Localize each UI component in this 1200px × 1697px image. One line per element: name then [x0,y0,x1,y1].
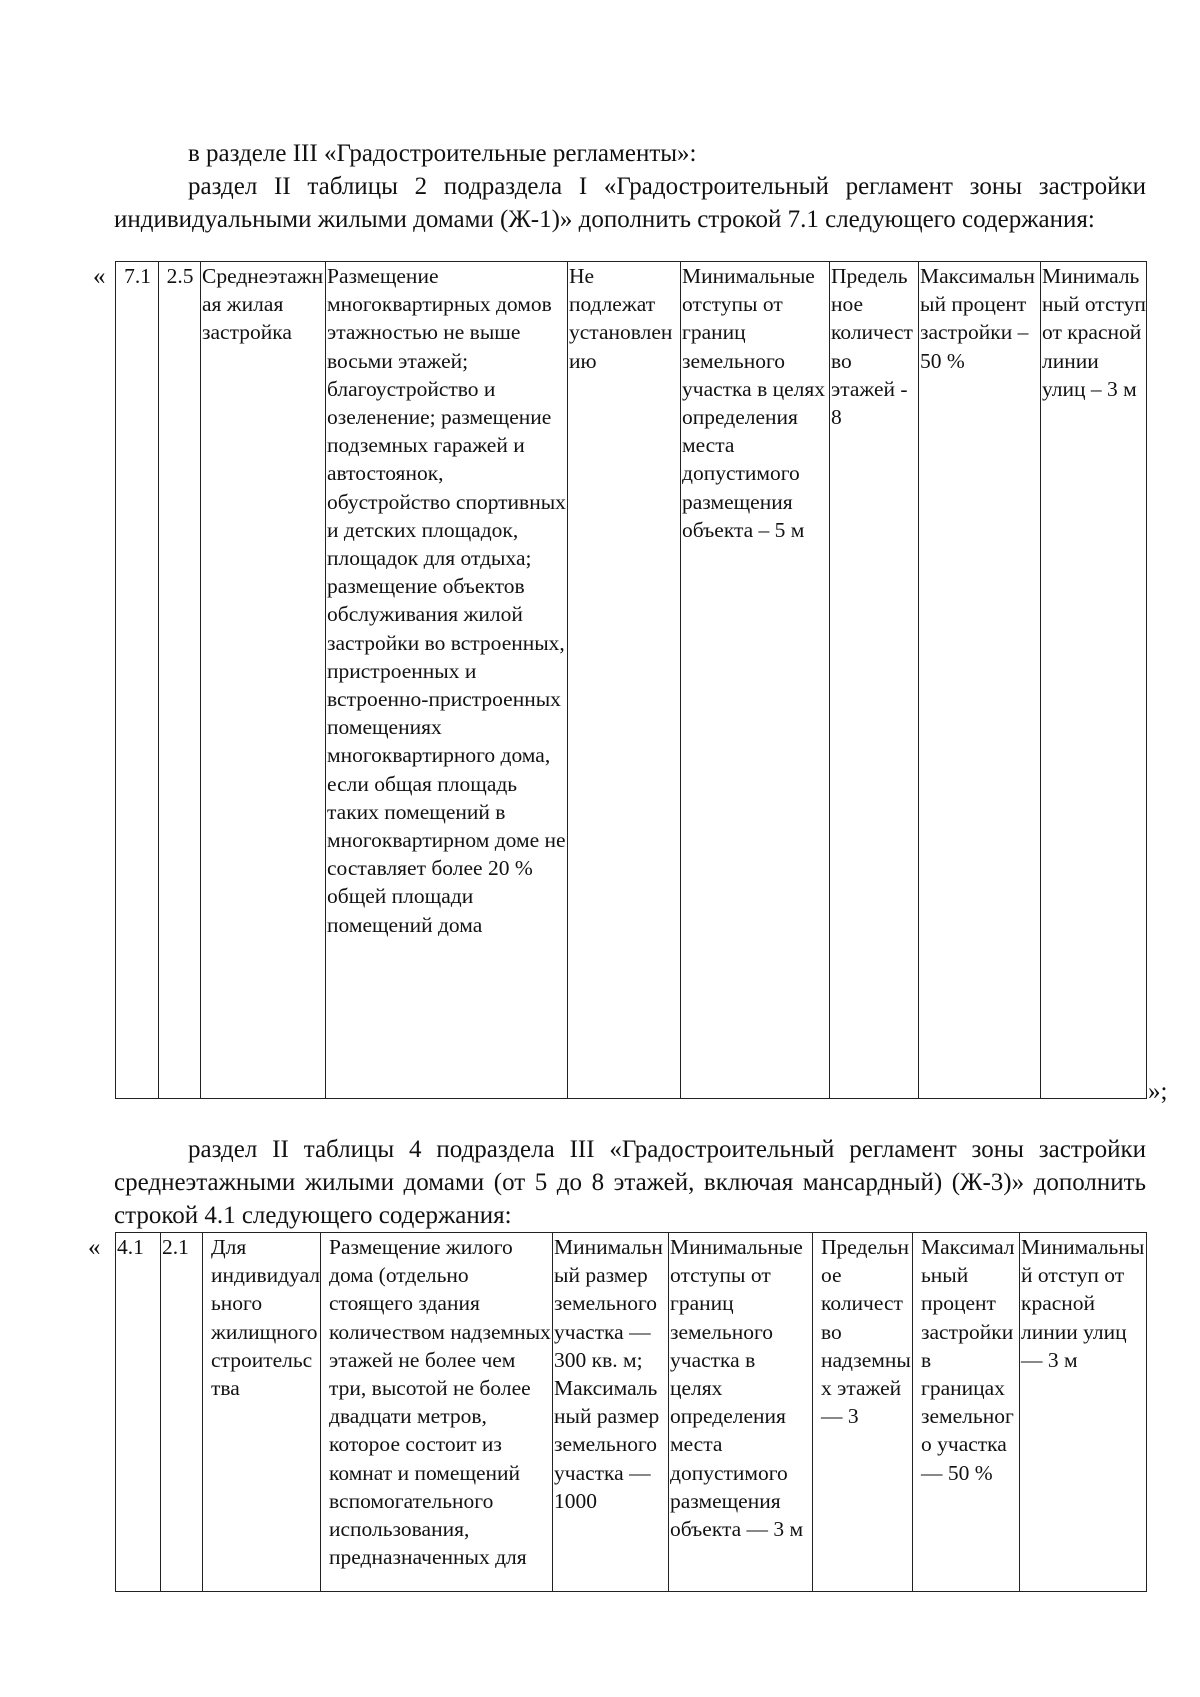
use-type-cell: Для индивидуального жилищного строительства [203,1233,321,1592]
code-cell: 2.5 [159,262,201,1099]
setback-cell: Минимальные отступы от границ земельного участка в целях определения места допустимого размещения объекта — 3 м [669,1233,813,1592]
floors-cell: Предельное количество надземных этажей — 3 [813,1233,913,1592]
code-cell: 2.1 [161,1233,203,1592]
coverage-cell: Максимальный процент застройки в границах земельного участка — 50 % [913,1233,1020,1592]
paragraph-2 [114,1133,1146,1232]
setback-cell: Минимальные отступы от границ земельного участка в целях определения места допустимого размещения объекта – 5 м [681,262,830,1099]
red-line-cell: Минимальный отступ от красной линии улиц – 3 м [1041,262,1147,1099]
table-row [116,262,1147,1099]
red-line-cell: Минимальный отступ от красной линии улиц — 3 м [1020,1233,1147,1592]
row-number-cell: 7.1 [116,262,159,1099]
use-type-cell: Среднеэтажная жилая застройка [201,262,326,1099]
plot-size-cell: Минимальный размер земельного участка — 300 кв. м; Максимальный размер земельного участка — 1000 [553,1233,669,1592]
intro-paragraph [114,137,1146,236]
description-cell: Размещение жилого дома (отдельно стоящего здания количеством надземных этажей не более чем три, высотой не более двадцати метров, которое состоит из комнат и помещений вспомогательного использования, предназначенных для [321,1233,553,1592]
table-2-open-quote: « [88,1234,101,1261]
coverage-cell: Максимальный процент застройки – 50 % [919,262,1041,1099]
paragraph-2-text: раздел II таблицы 4 подраздела III «Градостроительный регламент зоны застройки среднеэтажными жилыми домами (от 5 до 8 этажей, включая мансардный) (Ж-3)» дополнить строкой 4.1 следующего содержания: [114,1136,1146,1229]
row-number-cell: 4.1 [116,1233,161,1592]
regulation-table-1 [115,261,1147,1099]
regulation-table-2 [115,1232,1147,1592]
paragraph-1-text: раздел II таблицы 2 подраздела I «Градостроительный регламент зоны застройки индивидуальными жилыми домами (Ж-1)» дополнить строкой 7.1 следующего содержания: [114,173,1146,233]
plot-size-cell: Не подлежат установлению [568,262,681,1099]
floors-cell: Предельное количество этажей - 8 [830,262,919,1099]
table-1-close-quote: »; [1148,1078,1168,1105]
table-row [116,1233,1147,1592]
table-1-open-quote: « [93,263,106,290]
intro-text: в разделе III «Градостроительные регламенты»: [188,140,697,167]
description-cell: Размещение многоквартирных домов этажностью не выше восьми этажей; благоустройство и озеленение; размещение подземных гаражей и автостоянок, обустройство спортивных и детских площадок, площадок для отдыха; размещение объектов обслуживания жилой застройки во встроенных, пристроенных и встроенно-пристроенных помещениях многоквартирного дома, если общая площадь таких помещений в многоквартирном доме не составляет более 20 % общей площади помещений дома [326,262,568,1099]
